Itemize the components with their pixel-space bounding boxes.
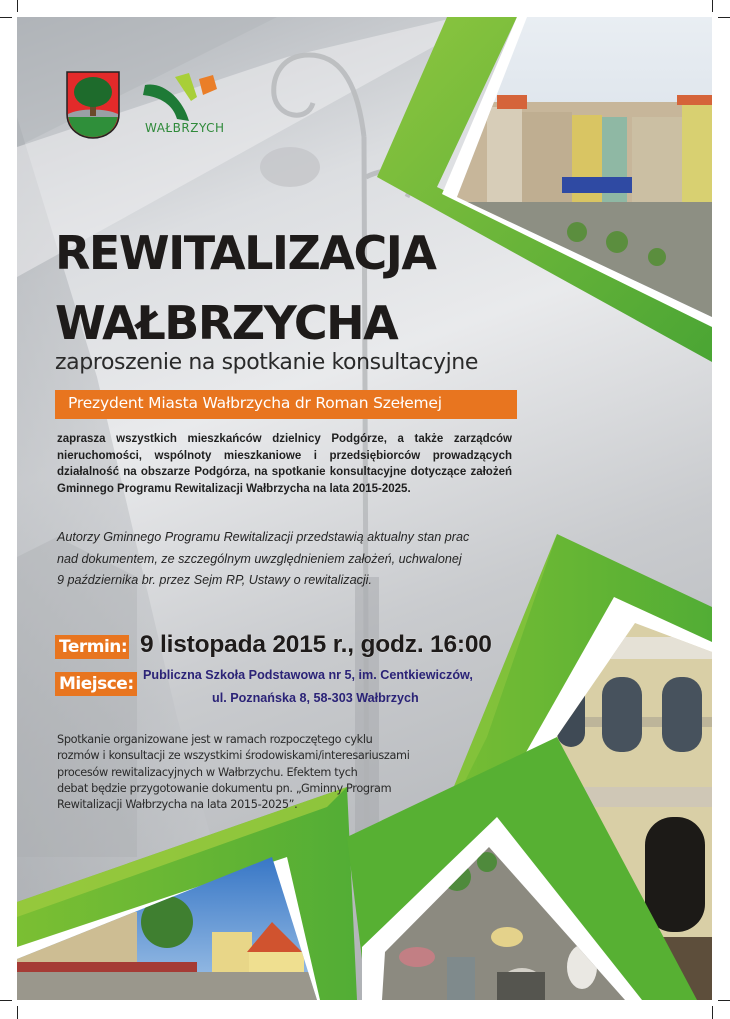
title-line-1: REWITALIZACJA: [55, 226, 436, 280]
crop-mark: [718, 1000, 730, 1001]
miejsce-line-1: Publiczna Szkoła Podstawowa nr 5, im. Centkiewiczów,: [143, 668, 473, 682]
crop-mark: [17, 0, 18, 12]
closing-line: debat będzie przygotowanie dokumentu pn. „Gminny Program: [57, 781, 392, 795]
closing-line: procesów rewitalizacyjnych w Wałbrzychu. Efektem tych: [57, 765, 358, 779]
crop-mark: [712, 1006, 713, 1019]
closing-paragraph: [57, 732, 447, 813]
invitation-line: zaprasza wszystkich mieszkańców dzielnicy Podgórze, a także zarządców: [57, 433, 512, 445]
logo-light-green-stroke: [175, 73, 197, 101]
host-banner: [55, 390, 517, 419]
miejsce-line-2: ul. Poznańska 8, 58-303 Wałbrzych: [212, 691, 419, 705]
crop-mark: [0, 17, 12, 18]
miejsce-label: Miejsce:: [55, 672, 137, 696]
closing-line: Rewitalizacji Wałbrzycha na lata 2015-2025”.: [57, 798, 298, 812]
coat-of-arms-logo: [65, 70, 121, 140]
invitation-paragraph: [57, 431, 512, 497]
logo-dark-green-stroke: [143, 84, 189, 121]
city-logo-text: WAŁBRZYCH: [145, 121, 225, 135]
authors-line: 9 października br. przez Sejm RP, Ustawy o rewitalizacji.: [57, 573, 372, 587]
invitation-line: nieruchomości, wspólnoty mieszkaniowe i przedsiębiorców prowadzących: [57, 449, 512, 462]
host-banner-text: Prezydent Miasta Wałbrzycha dr Roman Szełemej: [68, 394, 442, 412]
decor-shapes: [17, 17, 712, 1000]
authors-line: nad dokumentem, ze szczególnym uwzględnieniem założeń, uchwalonej: [57, 551, 462, 566]
tree-icon: [74, 77, 112, 107]
invitation-line: działalność na obszarze Podgórza, na spotkanie konsultacyjne dotyczące założeń: [57, 466, 512, 478]
title-line-2: WAŁBRZYCHA: [55, 296, 398, 350]
subtitle: zaproszenie na spotkanie konsultacyjne: [55, 350, 478, 375]
invitation-line: Gminnego Programu Rewitalizacji Wałbrzycha na lata 2015-2025.: [57, 482, 411, 495]
crop-mark: [17, 1006, 18, 1019]
crop-mark: [712, 0, 713, 12]
logo-orange-stroke: [199, 75, 217, 95]
termin-label: Termin:: [55, 635, 129, 659]
closing-line: rozmów i konsultacji ze wszystkimi środowiskami/interesariuszami: [57, 749, 410, 763]
authors-line: Autorzy Gminnego Programu Rewitalizacji przedstawią aktualny stan prac: [57, 530, 470, 544]
crop-mark: [718, 17, 730, 18]
authors-paragraph: [57, 527, 527, 592]
crop-mark: [0, 1000, 12, 1001]
termin-value: 9 listopada 2015 r., godz. 16:00: [140, 631, 492, 658]
closing-line: Spotkanie organizowane jest w ramach rozpoczętego cyklu: [57, 733, 373, 746]
poster: [17, 17, 712, 1000]
